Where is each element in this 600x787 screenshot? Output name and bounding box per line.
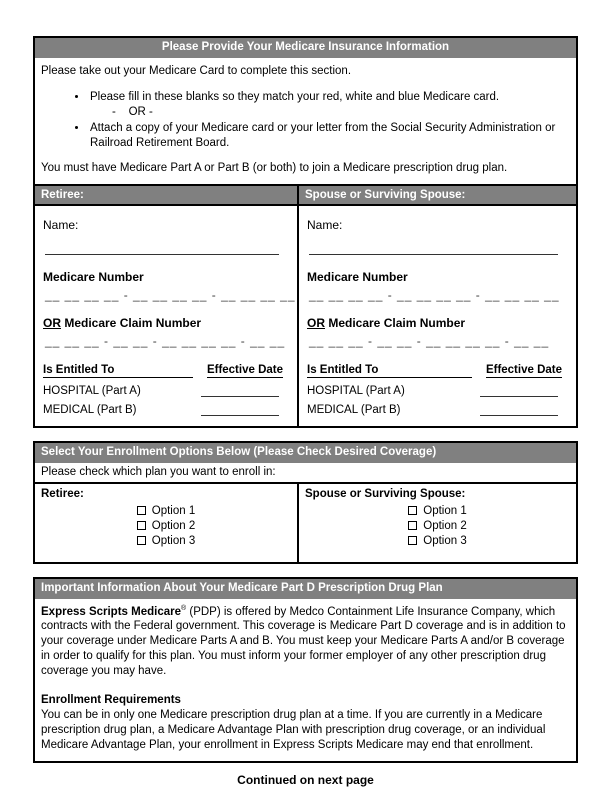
medical-effective-date-line[interactable] bbox=[201, 404, 279, 416]
name-field-line[interactable] bbox=[309, 254, 558, 255]
express-scripts-text: (PDP) is offered by Medco Containment Life Insurance Company, which contracts with the Federal government. This coverage is Medicare Part D coverage and is in addition to your coverage under Medicare Parts A and B. You must keep your Medicare Parts A and/or B coverage in order to qualify for this plan. You must inform your former employer of any other prescription drug coverage you may have. bbox=[41, 605, 566, 678]
option-2-row[interactable] bbox=[137, 520, 195, 532]
option-2-label: Option 2 bbox=[423, 519, 467, 532]
entitled-to-label: Is Entitled To bbox=[307, 364, 472, 378]
express-scripts-bold: Express Scripts Medicare bbox=[41, 605, 181, 618]
option-3-label: Option 3 bbox=[423, 534, 467, 547]
insurance-columns bbox=[35, 184, 576, 426]
hospital-row bbox=[43, 385, 283, 397]
claim-label-text: Medicare Claim Number bbox=[325, 316, 466, 331]
option-3-row[interactable] bbox=[408, 535, 466, 547]
option-1-row[interactable] bbox=[137, 505, 195, 517]
option-1-checkbox[interactable] bbox=[137, 506, 146, 515]
enrollment-options-section bbox=[33, 441, 578, 564]
claim-number-field[interactable]: __ __ __ - __ __ - __ __ __ __ - __ __ bbox=[45, 334, 286, 349]
section2-header: Select Your Enrollment Options Below (Please Check Desired Coverage) bbox=[35, 443, 576, 463]
option-3-label: Option 3 bbox=[151, 534, 196, 547]
hospital-part-a-label: HOSPITAL (Part A) bbox=[307, 385, 405, 398]
spouse-options-header: Spouse or Surviving Spouse: bbox=[305, 487, 466, 500]
bullet1-text: Please fill in these blanks so they match your red, white and blue Medicare card. bbox=[90, 90, 500, 103]
claim-label-text: Medicare Claim Number bbox=[61, 316, 202, 331]
section1-intro bbox=[35, 58, 576, 184]
bullet2-text: Attach a copy of your Medicare card or your letter from the Social Security Administration or Railroad Retirement Board. bbox=[90, 121, 556, 149]
paragraph-spacer bbox=[41, 679, 568, 693]
intro-text: Please take out your Medicare Card to complete this section. bbox=[41, 64, 352, 77]
option-1-checkbox[interactable] bbox=[408, 506, 417, 515]
hospital-row bbox=[307, 385, 562, 397]
section-gap bbox=[33, 564, 578, 577]
claim-number-field[interactable]: __ __ __ - __ __ - __ __ __ __ - __ __ bbox=[309, 334, 550, 349]
option-3-row[interactable] bbox=[137, 535, 195, 547]
claim-number-label bbox=[307, 316, 562, 330]
option-3-checkbox[interactable] bbox=[137, 536, 146, 545]
retiree-column-body bbox=[35, 206, 297, 426]
list-item bbox=[88, 90, 568, 120]
section3-header: Important Information About Your Medicare Part D Prescription Drug Plan bbox=[35, 579, 576, 599]
spouse-column-body bbox=[299, 206, 576, 426]
enrollment-instruction: Please check which plan you want to enroll in: bbox=[35, 463, 576, 484]
part-d-info-body bbox=[35, 599, 576, 761]
entitlement-header-row bbox=[307, 364, 562, 378]
hospital-effective-date-line[interactable] bbox=[480, 385, 558, 397]
or-label: OR bbox=[307, 316, 325, 331]
name-label: Name: bbox=[307, 218, 343, 233]
list-item bbox=[88, 121, 568, 150]
entitlement-header-row bbox=[43, 364, 283, 378]
spouse-options-column bbox=[297, 484, 576, 562]
options-wrap bbox=[305, 505, 570, 550]
option-3-checkbox[interactable] bbox=[408, 536, 417, 545]
part-a-b-note: You must have Medicare Part A or Part B (or both) to join a Medicare prescription drug plan. bbox=[41, 162, 508, 175]
options-block bbox=[137, 505, 195, 550]
option-2-row[interactable] bbox=[408, 520, 466, 532]
registered-mark: ® bbox=[181, 604, 187, 612]
express-scripts-paragraph bbox=[41, 604, 568, 680]
name-field-line[interactable] bbox=[45, 254, 279, 255]
claim-number-label bbox=[43, 316, 283, 330]
option-1-label: Option 1 bbox=[423, 504, 467, 517]
retiree-column bbox=[35, 186, 297, 426]
retiree-options-column bbox=[35, 484, 297, 562]
hospital-part-a-label: HOSPITAL (Part A) bbox=[43, 385, 141, 398]
effective-date-label: Effective Date bbox=[485, 364, 562, 377]
options-block bbox=[408, 505, 466, 550]
enrollment-requirements-heading: Enrollment Requirements bbox=[41, 694, 181, 707]
continued-footer: Continued on next page bbox=[237, 772, 374, 787]
spouse-column bbox=[297, 186, 576, 426]
enrollment-requirements-text: You can be in only one Medicare prescription drug plan at a time. If you are currently in a Medicare prescription drug plan, a Medicare Advantage Plan with prescription drug coverage, or an individual Medicare Advantage Plan, your enrollment in Express Scripts Medicare may end that enrollment. bbox=[41, 709, 546, 752]
medical-part-b-label: MEDICAL (Part B) bbox=[43, 404, 137, 417]
or-label: OR bbox=[43, 316, 61, 331]
section-gap bbox=[33, 428, 578, 441]
medical-row bbox=[307, 404, 562, 416]
option-2-checkbox[interactable] bbox=[408, 521, 417, 530]
medicare-number-field[interactable]: __ __ __ __ - __ __ __ __ - __ __ __ __ bbox=[309, 288, 560, 303]
part-d-info-section bbox=[33, 577, 578, 763]
medical-part-b-label: MEDICAL (Part B) bbox=[307, 404, 401, 417]
instruction-list bbox=[88, 90, 568, 151]
section1-header: Please Provide Your Medicare Insurance Information bbox=[35, 38, 576, 58]
hospital-effective-date-line[interactable] bbox=[201, 385, 279, 397]
option-2-checkbox[interactable] bbox=[137, 521, 146, 530]
option-1-label: Option 1 bbox=[151, 504, 196, 517]
medical-effective-date-line[interactable] bbox=[480, 404, 558, 416]
medical-row bbox=[43, 404, 283, 416]
spouse-column-header: Spouse or Surviving Spouse: bbox=[299, 186, 576, 206]
option-1-row[interactable] bbox=[408, 505, 466, 517]
retiree-options-header: Retiree: bbox=[41, 487, 84, 500]
effective-date-label: Effective Date bbox=[206, 364, 283, 377]
medicare-number-label: Medicare Number bbox=[43, 270, 144, 285]
medicare-number-field[interactable]: __ __ __ __ - __ __ __ __ - __ __ __ __ bbox=[45, 288, 296, 303]
medicare-insurance-section bbox=[33, 36, 578, 428]
entitled-to-label: Is Entitled To bbox=[43, 364, 193, 378]
medicare-number-label: Medicare Number bbox=[307, 270, 408, 285]
retiree-column-header: Retiree: bbox=[35, 186, 297, 206]
option-2-label: Option 2 bbox=[151, 519, 196, 532]
name-label: Name: bbox=[43, 218, 79, 233]
enrollment-columns bbox=[35, 484, 576, 562]
or-separator: - OR - bbox=[112, 106, 153, 119]
options-wrap bbox=[41, 505, 291, 550]
